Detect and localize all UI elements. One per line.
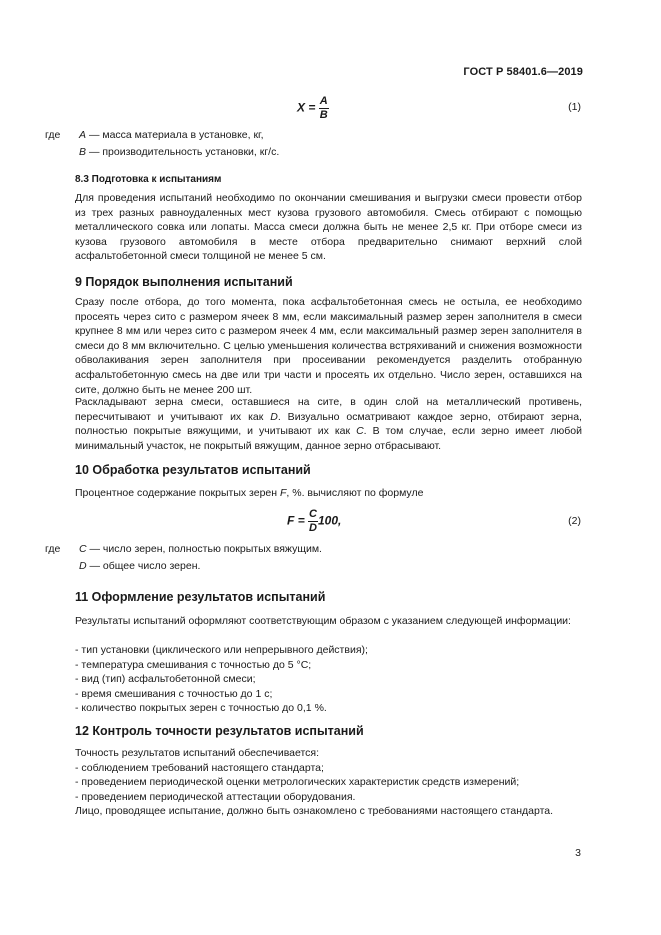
formula-2-fraction	[308, 509, 318, 534]
where-1-row	[79, 129, 264, 141]
where-2-description: — общее число зерен.	[89, 560, 201, 572]
where-1-lead: где	[45, 129, 61, 141]
list-item: - тип установки (циклического или непрерывного действия);	[75, 644, 368, 656]
section-10-title: 10 Обработка результатов испытаний	[75, 463, 311, 477]
section-11-title: 11 Оформление результатов испытаний	[75, 590, 326, 604]
section-12-title: 12 Контроль точности результатов испытаний	[75, 724, 364, 738]
section-9-text-1: Сразу после отбора, до того момента, пока асфальтобетонная смесь не остыла, ее необходимо просеять через сито с размером ячеек 8 мм, если максимальный размер зерен заполнителя в смеси крупнее 8 мм или через сито с размером ячеек 4 мм, если максимальный размер зерен заполнителя в смеси до 8 мм включительно. С целью уменьшения количества встряхиваний и снижения возможности обволакивания зерен заполнителя при просеивании рекомендуется разделить отобранную асфальтобетонную смесь на две или три части и просеять их отдельно. Число зерен, оставшихся на сите, должно быть не менее 200 шт.	[75, 296, 582, 396]
standard-header: ГОСТ Р 58401.6—2019	[463, 66, 583, 78]
section-9-paragraph-2	[75, 395, 582, 453]
symbol-f: F	[280, 487, 287, 499]
section-9-text-2c: . В том случае, если зерно имеет любой минимальный участок, не покрытый вяжущим, данное зерно отбрасывают.	[75, 425, 583, 452]
section-9-text-2b: . Визуально осматривают каждое зерно, отбирают зерна, полностью покрытые вяжущими, и учитывают их как	[75, 410, 582, 438]
list-item: - проведением периодической оценки метрологических характеристик средств измерений;	[75, 776, 520, 789]
section-9-paragraph-1	[75, 295, 582, 397]
where-2-symbol: C	[79, 543, 87, 555]
section-12-list	[75, 746, 553, 819]
formula-2-denominator: D	[309, 522, 317, 534]
where-2-symbol: D	[79, 560, 87, 572]
formula-2-eq: =	[297, 513, 305, 528]
section-11-list	[75, 643, 368, 716]
formula-1-fraction	[319, 96, 329, 121]
where-2-row	[79, 543, 322, 555]
where-2-row	[79, 560, 200, 572]
list-item: - температура смешивания с точностью до 5 °С;	[75, 658, 312, 671]
formula-1-numerator: A	[319, 95, 328, 107]
where-1-row	[79, 146, 279, 158]
formula-1-eq: =	[308, 100, 316, 115]
formula-2	[287, 509, 341, 534]
symbol-d: D	[270, 410, 278, 423]
section-8-3-paragraph	[75, 191, 582, 264]
formula-1-denominator: B	[319, 109, 328, 121]
section-8-3-text: Для проведения испытаний необходимо по окончании смешивания и выгрузки смеси провести отбор из трех разных равноудаленных мест кузова грузового автомобиля. Смесь отбирают с помощью металлического совка или лопаты. Масса смеси должна быть не менее 2,5 кг. При отборе смеси из кузова грузового автомобиля в месте отбора предварительно снимают верхний слой асфальтобетонной смеси толщиной не менее 5 см.	[75, 192, 582, 263]
where-2-description: — число зерен, полностью покрытых вяжущим.	[89, 543, 322, 555]
section-10-text-a: Процентное содержание покрытых зерен	[75, 487, 280, 499]
section-11-text: Результаты испытаний оформляют соответствующим образом с указанием следующей информации:	[75, 615, 571, 627]
section-9-text-2a: Раскладывают зерна смеси, оставшиеся на сите, в один слой на металлический противень, пересчитывают и учитывают их как	[75, 396, 582, 423]
formula-2-number: (2)	[568, 515, 581, 527]
symbol-c: C	[356, 425, 364, 438]
where-1-description: — масса материала в установке, кг,	[88, 129, 264, 141]
list-item: - вид (тип) асфальтобетонной смеси;	[75, 673, 256, 686]
formula-1	[297, 96, 329, 121]
section-8-3-title: 8.3 Подготовка к испытаниям	[75, 174, 222, 185]
section-10-paragraph	[75, 486, 423, 501]
formula-1-lhs: X	[297, 100, 306, 115]
section-12-closing: Лицо, проводящее испытание, должно быть ознакомлено с требованиями настоящего стандарта.	[75, 805, 554, 818]
section-11-paragraph	[45, 614, 582, 629]
list-item: - время смешивания с точностью до 1 с;	[75, 687, 273, 700]
formula-2-tail: 100,	[318, 513, 342, 528]
list-item: - соблюдением требований настоящего стандарта;	[75, 761, 324, 774]
where-1-symbol: B	[79, 146, 87, 158]
formula-2-lhs: F	[287, 513, 295, 528]
formula-2-numerator: C	[309, 508, 317, 520]
section-10-text-b: , %. вычисляют по формуле	[286, 487, 424, 499]
where-1-symbol: A	[79, 129, 87, 141]
page-number: 3	[575, 847, 581, 859]
where-1-description: — производительность установки, кг/с.	[88, 146, 280, 158]
where-2-lead: где	[45, 543, 61, 555]
list-item: - количество покрытых зерен с точностью до 0,1 %.	[75, 702, 327, 715]
section-12-intro: Точность результатов испытаний обеспечивается:	[75, 747, 320, 759]
section-9-title: 9 Порядок выполнения испытаний	[75, 275, 293, 289]
list-item: - проведением периодической аттестации оборудования.	[75, 790, 356, 803]
formula-1-number: (1)	[568, 101, 581, 113]
